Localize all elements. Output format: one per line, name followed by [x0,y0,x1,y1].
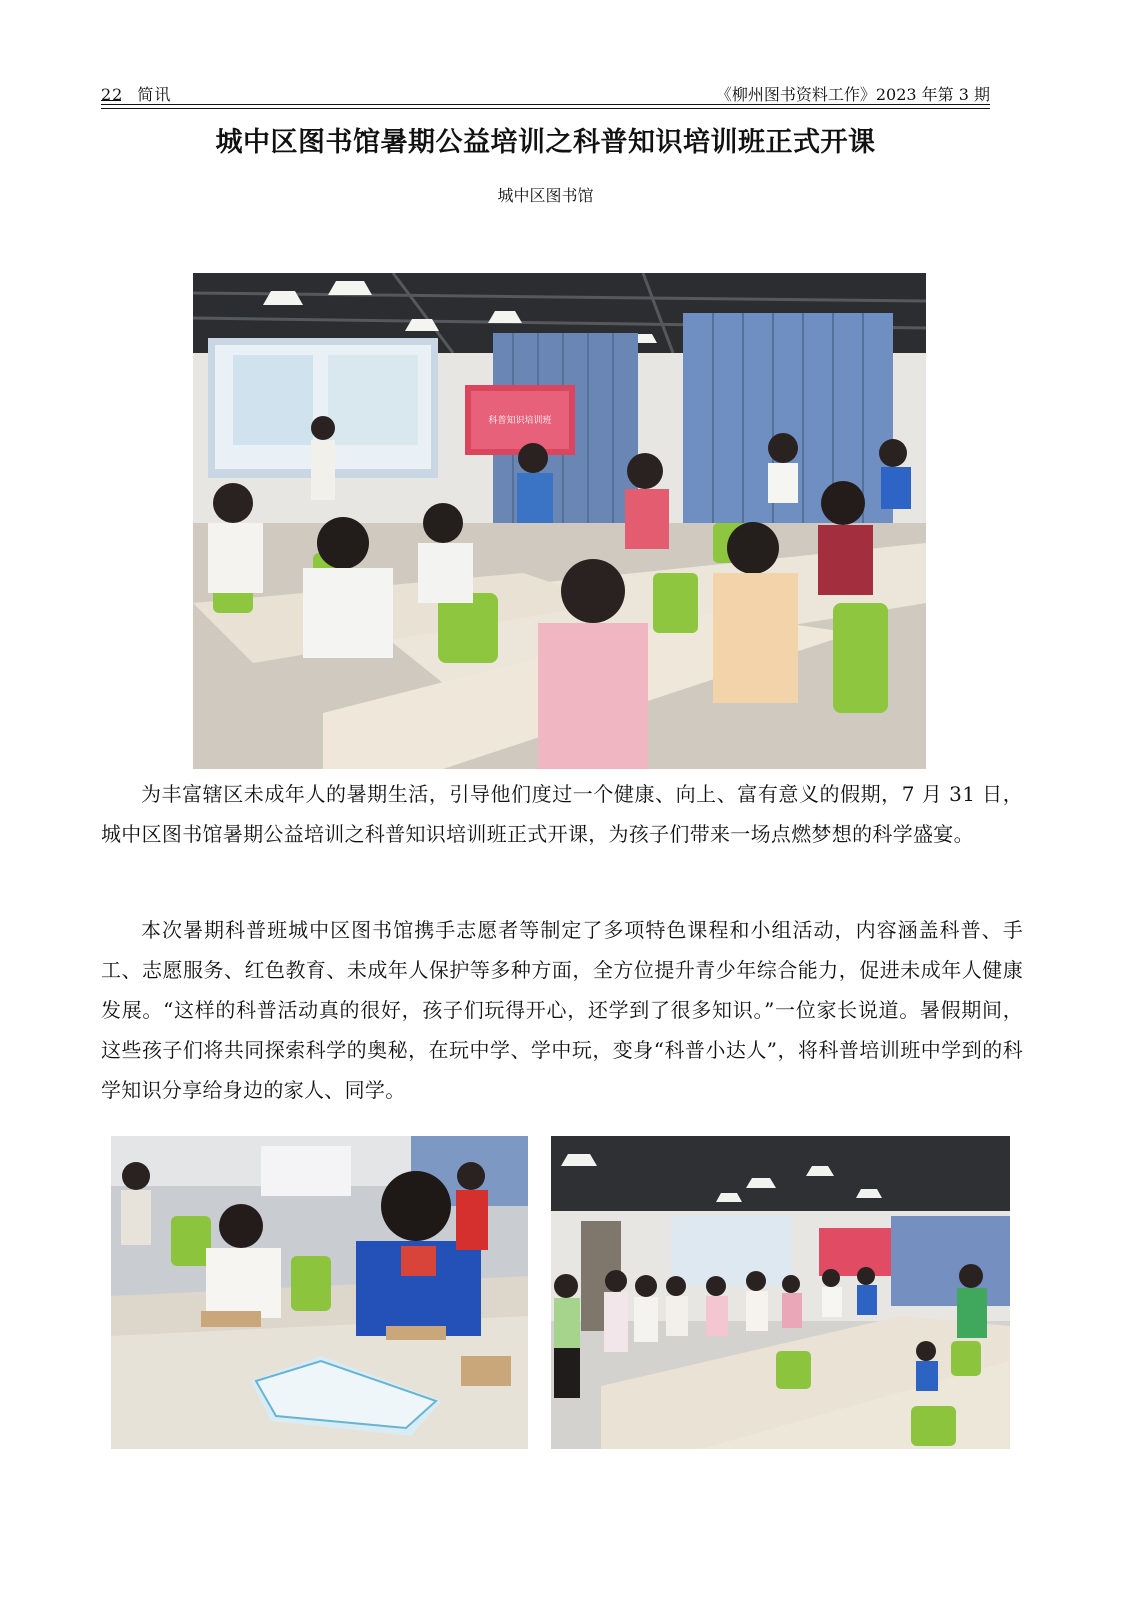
paragraph-1: 为丰富辖区未成年人的暑期生活，引导他们度过一个健康、向上、富有意义的假期，7 月 31 日，城中区图书馆暑期公益培训之科普知识培训班正式开课，为孩子们带来一场点燃梦想的科学盛宴。 [101,782,1023,846]
main-classroom-photo [193,273,926,769]
classroom-wide-photo [551,1136,1010,1449]
header-rule-thin [101,108,990,109]
screen-banner-text: 科普知识培训班 [488,416,552,426]
paragraph-2: 本次暑期科普班城中区图书馆携手志愿者等制定了多项特色课程和小组活动，内容涵盖科普、手工、志愿服务、红色教育、未成年人保护等多种方面，全方位提升青少年综合能力，促进未成年人健康发展。“这样的科普活动真的很好，孩子们玩得开心，还学到了很多知识。”一位家长说道。暑假期间，这些孩子们将共同探索科学的奥秘，在玩中学、学中玩，变身“科普小达人”，将科普培训班中学到的科学知识分享给身边的家人、同学。 [101,918,1023,1102]
journal-issue: 《柳州图书资料工作》2023 年第 3 期 [715,85,990,104]
header-left [101,82,171,105]
article-title: 城中区图书馆暑期公益培训之科普知识培训班正式开课 [215,127,876,158]
page-header [101,80,990,106]
header-rule-thick [101,104,990,105]
section-label: 简讯 [137,85,172,104]
page-number: 22 [101,85,124,104]
article-author: 城中区图书馆 [497,186,594,205]
article-body-part2 [101,910,1023,1110]
page-number-underline [101,100,121,101]
craft-activity-photo [111,1136,528,1449]
article-body-part1 [101,774,1023,854]
